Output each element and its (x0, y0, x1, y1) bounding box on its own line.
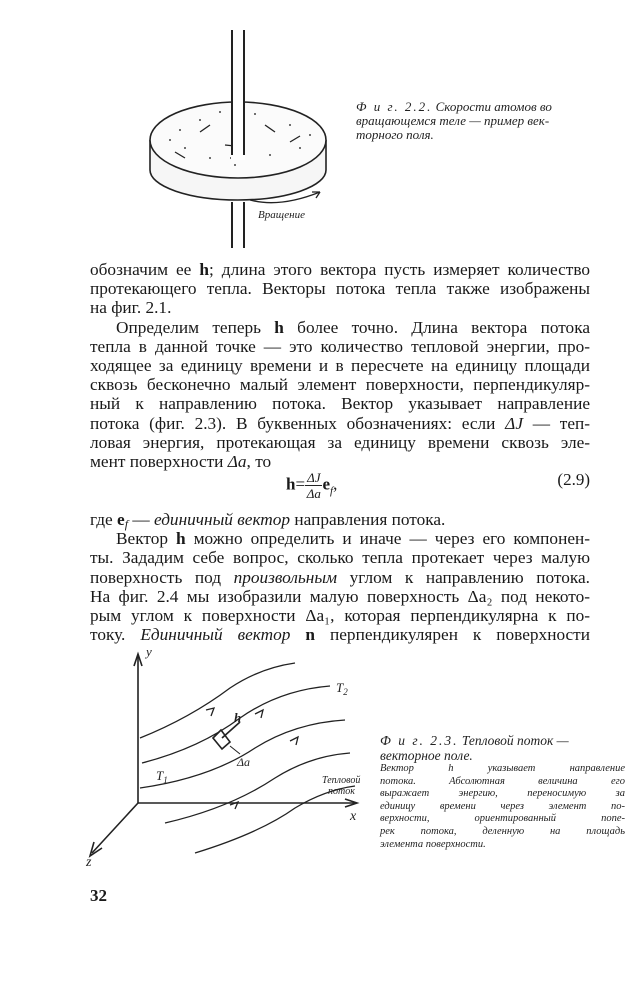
text-segment: На фиг. 2.4 мы изобразили малую поверхность Δa₂ под некото- (90, 586, 590, 606)
text-line (90, 318, 590, 337)
svg-text:T1 (156, 768, 168, 785)
caption-line: вращающемся теле — пример век- (356, 113, 550, 128)
caption-body-line: единицу времени через элемент по- (380, 800, 625, 812)
caption-label: Ф и г. 2.2. (356, 99, 433, 114)
text-segment: e (117, 510, 125, 529)
body-text (90, 260, 590, 645)
text-segment: — (128, 510, 154, 529)
text-segment: — теп- (523, 413, 590, 433)
figure-2-3-caption (380, 733, 625, 851)
t2-subscript: 2 (343, 687, 348, 697)
text-segment: Δa (227, 451, 247, 471)
text-segment: более точно. Длина вектора потока (283, 317, 590, 337)
text-line (90, 548, 590, 567)
text-segment: сквозь бесконечно малый элемент поверхности, перпендикуляр- (90, 375, 590, 395)
axis-y-label: y (146, 648, 152, 659)
text-line (90, 260, 590, 279)
eq-denominator: Δa (306, 486, 321, 501)
text-segment: h (175, 529, 186, 549)
caption-label: Ф и г. 2.3. (380, 733, 459, 748)
text-segment: ловая энергия, протекающая за единицу времени сквозь эле- (90, 432, 590, 452)
text-segment: Вектор (116, 529, 176, 549)
text-line (90, 279, 590, 298)
vector-h-label: h (234, 710, 242, 725)
text-segment: поверхность под (90, 567, 234, 587)
text-line (90, 625, 590, 644)
caption-body-line: Вектор h указывает направление (380, 763, 625, 774)
equation-2-9 (90, 468, 590, 508)
text-line (90, 529, 590, 548)
area-label: Δa (237, 755, 251, 769)
text-segment: h (274, 317, 284, 337)
caption-title: Тепловой поток — (461, 733, 569, 748)
eq-subscript: f (330, 484, 334, 497)
text-segment: единичный вектор (153, 510, 291, 529)
page-number: 32 (90, 886, 107, 905)
text-segment: можно определить и иначе — через его компонен- (185, 529, 590, 549)
text-segment: тепла в данной точке — это количество тепловой энергии, про- (90, 336, 590, 356)
caption-line: торного поля. (356, 127, 434, 142)
text-segment: на фиг. 2.1. (90, 298, 172, 318)
text-segment: потока (фиг. 2.3). В буквенных обозначениях: если (90, 413, 506, 433)
figure-2-3-heat-flow (80, 648, 370, 873)
caption-body-line: верхности, ориентированный попе- (380, 813, 625, 825)
text-segment: направления потока. (290, 510, 446, 529)
text-segment: перпендикулярен к поверхности (315, 625, 590, 645)
eq-unit-vector: e (322, 474, 331, 494)
t1-subscript: 1 (163, 775, 168, 785)
text-line (90, 337, 590, 356)
text-segment: Определим теперь (116, 317, 275, 337)
caption-body-line: элемента поверхности. (380, 838, 486, 850)
rotation-label: Вращение (258, 209, 306, 221)
eq-sign: = (295, 474, 306, 494)
text-segment: ; длина этого вектора пусть измеряет количество (208, 260, 590, 279)
text-segment: ты. Зададим себе вопрос, сколько тепла протекает через малую (90, 548, 590, 568)
text-line (90, 433, 590, 452)
text-line (90, 510, 590, 529)
text-segment: току. (90, 625, 141, 645)
flow-label: Тепловой (322, 775, 361, 786)
text-segment: f (124, 517, 129, 531)
text-segment: ный к направлению потока. Вектор указывает направление (90, 394, 590, 414)
text-segment: произвольным (233, 567, 338, 587)
text-segment: ходящее за единицу времени и в пересчете на единицу площади (90, 355, 590, 375)
isotherm-t2-label: T (336, 680, 344, 695)
caption-title: векторное поле. (380, 748, 473, 763)
caption-body-line: выражает энергию, переносимую за (380, 788, 625, 800)
text-line (90, 414, 590, 433)
text-line (90, 375, 590, 394)
text-segment: h (199, 260, 209, 279)
text-line (90, 568, 590, 587)
text-segment: мент поверхности (90, 451, 228, 471)
eq-comma: , (333, 474, 338, 494)
caption-body-line: потока. Абсолютная величина его (380, 775, 625, 787)
text-line (90, 587, 590, 606)
paragraph-block (90, 260, 590, 471)
eq-fraction (305, 470, 322, 501)
caption-body-line: рек потока, деленную на площадь (380, 825, 625, 837)
text-segment: рым углом к поверхности Δa₁, которая перпендикулярна к по- (90, 605, 590, 625)
eq-numerator: ΔJ (307, 470, 321, 485)
text-line (90, 394, 590, 413)
caption-line: Скорости атомов во (435, 99, 552, 114)
text-segment: , то (246, 451, 272, 471)
paragraph-block (90, 510, 590, 644)
eq-number: (2.9) (557, 470, 590, 489)
text-segment: где (90, 510, 118, 529)
text-segment: углом к направлению потока. (337, 567, 590, 587)
text-segment: n (305, 625, 316, 645)
text-segment (290, 625, 305, 644)
text-segment: ΔJ (505, 413, 523, 433)
axis-z-label: z (86, 855, 92, 870)
axis-x-label: x (350, 809, 357, 824)
eq-lhs: h (286, 474, 296, 494)
figure-2-2-rotating-disk (140, 30, 340, 255)
svg-text:T2 (336, 680, 348, 697)
text-line (90, 356, 590, 375)
text-line (90, 606, 590, 625)
flow-label: поток (328, 786, 355, 797)
text-segment: Единичный вектор (140, 625, 291, 645)
text-segment: протекающего тепла. Векторы потока тепла также изображены (90, 279, 590, 299)
text-segment: обозначим ее (90, 260, 200, 279)
text-line (90, 298, 590, 317)
figure-2-2-caption (356, 100, 626, 142)
isotherm-t1-label: T (156, 768, 164, 783)
